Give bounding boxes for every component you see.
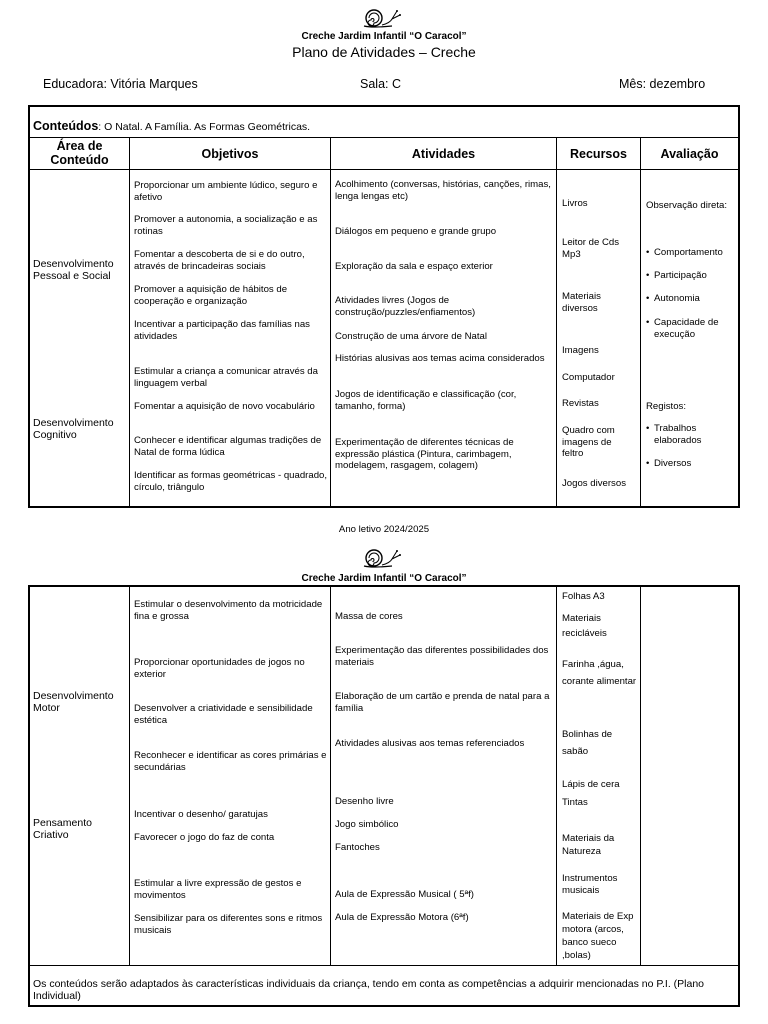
activity-item: Jogos de identificação e classificação (cor, tamanho, forma): [335, 389, 517, 412]
area-cognitive: Desenvolvimento Cognitivo: [33, 417, 114, 441]
activity-item: Construção de uma árvore de Natal: [335, 331, 487, 342]
objective-item: Reconhecer e identificar as cores primárias e secundárias: [134, 750, 327, 773]
objective-item: Estimular o desenvolvimento da motricidade fina e grossa: [134, 599, 323, 622]
header-resources: Recursos: [570, 147, 627, 161]
resource-item: Livros: [562, 198, 588, 209]
resource-item: Lápis de cera: [562, 779, 620, 790]
snail-logo-icon: [362, 547, 402, 569]
contents-text: : O Natal. A Família. As Formas Geométricas.: [98, 121, 311, 133]
objective-item: Estimular a livre expressão de gestos e movimentos: [134, 878, 302, 901]
objective-item: Conhecer e identificar algumas tradições de Natal de forma lúdica: [134, 435, 322, 458]
header-activities: Atividades: [411, 147, 476, 161]
activity-item: Massa de cores: [335, 611, 403, 622]
objective-item: Estimular a criança a comunicar através da linguagem verbal: [134, 366, 318, 389]
resource-item: Folhas A3: [562, 591, 605, 602]
objective-item: Proporcionar oportunidades de jogos no exterior: [134, 657, 305, 680]
evaluation-observation: Observação direta:: [646, 200, 728, 211]
room-label: Sala: C: [360, 77, 401, 91]
resource-item: Farinha ,água, corante alimentar: [562, 659, 637, 687]
objective-item: Desenvolver a criatividade e sensibilidade estética: [134, 703, 313, 726]
objective-item: Fomentar a aquisição de novo vocabulário: [134, 401, 315, 412]
resource-item: Leitor de Cds Mp3: [562, 237, 620, 260]
resource-item: Tintas: [562, 797, 588, 808]
snail-logo-icon: [362, 7, 402, 29]
school-year: Ano letivo 2024/2025: [338, 524, 430, 535]
objective-item: Promover a autonomia, a socialização e as rotinas: [134, 214, 318, 237]
evaluation-item: • Capacidade de execução: [654, 317, 738, 340]
resource-item: Materiais diversos: [562, 291, 601, 314]
contents-row: [33, 119, 310, 133]
activity-item: Fantoches: [335, 842, 380, 853]
activity-item: Acolhimento (conversas, histórias, canções, rimas, lenga lengas etc): [335, 179, 551, 202]
resource-item: Computador: [562, 372, 615, 383]
header-objectives: Objetivos: [201, 147, 259, 161]
objective-item: Sensibilizar para os diferentes sons e ritmos musicais: [134, 913, 323, 936]
activity-item: Experimentação das diferentes possibilidades dos materiais: [335, 645, 549, 668]
educator-label: Educadora: Vitória Marques: [43, 77, 198, 91]
objective-item: Identificar as formas geométricas - quadrado, círculo, triângulo: [134, 470, 328, 493]
objective-item: Favorecer o jogo do faz de conta: [134, 832, 275, 843]
objective-item: Fomentar a descoberta de si e do outro, através de brincadeiras sociais: [134, 249, 305, 272]
activity-item: Atividades alusivas aos temas referenciados: [335, 738, 525, 749]
objective-item: Incentivar a participação das famílias nas atividades: [134, 319, 310, 342]
activity-item: Jogo simbólico: [335, 819, 399, 830]
activity-item: Diálogos em pequeno e grande grupo: [335, 226, 497, 237]
activity-item: Exploração da sala e espaço exterior: [335, 261, 493, 272]
contents-label: Conteúdos: [33, 119, 99, 133]
resource-item: Instrumentos musicais: [562, 873, 618, 896]
activity-item: Desenho livre: [335, 796, 394, 807]
resource-item: Quadro com imagens de feltro: [562, 425, 615, 459]
evaluation-item: • Autonomia: [654, 293, 738, 305]
resource-item: Materiais recicláveis: [562, 613, 607, 639]
evaluation-item: • Trabalhos elaborados: [654, 423, 738, 446]
resource-item: Bolinhas de sabão: [562, 729, 613, 757]
resource-item: Imagens: [562, 345, 599, 356]
activity-item: Experimentação de diferentes técnicas de expressão plástica (Pintura, carimbagem, modelagem, rasgagem, colagem): [335, 437, 514, 471]
resource-item: Revistas: [562, 398, 599, 409]
objective-item: Promover a aquisição de hábitos de cooperação e organização: [134, 284, 288, 307]
evaluation-item: • Diversos: [654, 458, 738, 470]
footer-note: Os conteúdos serão adaptados às características individuais da criança, tendo em conta as competências a adquirir mencionadas no P.I. (Plano Individual): [33, 978, 705, 1002]
header-area: Área de Conteúdo: [50, 139, 109, 167]
evaluation-records: Registos:: [646, 401, 686, 412]
area-personal-social: Desenvolvimento Pessoal e Social: [33, 258, 114, 282]
area-creative: Pensamento Criativo: [33, 817, 92, 841]
objective-item: Incentivar o desenho/ garatujas: [134, 809, 268, 820]
evaluation-item: • Comportamento: [654, 247, 738, 259]
resource-item: Jogos diversos: [562, 478, 626, 489]
evaluation-item: • Participação: [654, 270, 738, 282]
activity-item: Aula de Expressão Motora (6ªf): [335, 912, 469, 923]
area-motor: Desenvolvimento Motor: [33, 690, 114, 714]
school-name-page2: Creche Jardim Infantil “O Caracol”: [301, 573, 467, 584]
objective-item: Proporcionar um ambiente lúdico, seguro e afetivo: [134, 180, 318, 203]
resource-item: Materiais de Exp motora (arcos, banco sueco ,bolas): [562, 911, 634, 961]
school-name: Creche Jardim Infantil “O Caracol”: [301, 31, 467, 42]
activity-item: Atividades livres (Jogos de construção/puzzles/enfiamentos): [335, 295, 476, 318]
header-evaluation: Avaliação: [660, 147, 719, 161]
activity-item: Elaboração de um cartão e prenda de natal para a família: [335, 691, 550, 714]
activity-item: Histórias alusivas aos temas acima considerados: [335, 353, 545, 364]
activity-item: Aula de Expressão Musical ( 5ªf): [335, 889, 474, 900]
month-label: Mês: dezembro: [619, 77, 706, 91]
page-title: Plano de Atividades – Creche: [292, 44, 476, 60]
resource-item: Materiais da Natureza: [562, 833, 615, 857]
